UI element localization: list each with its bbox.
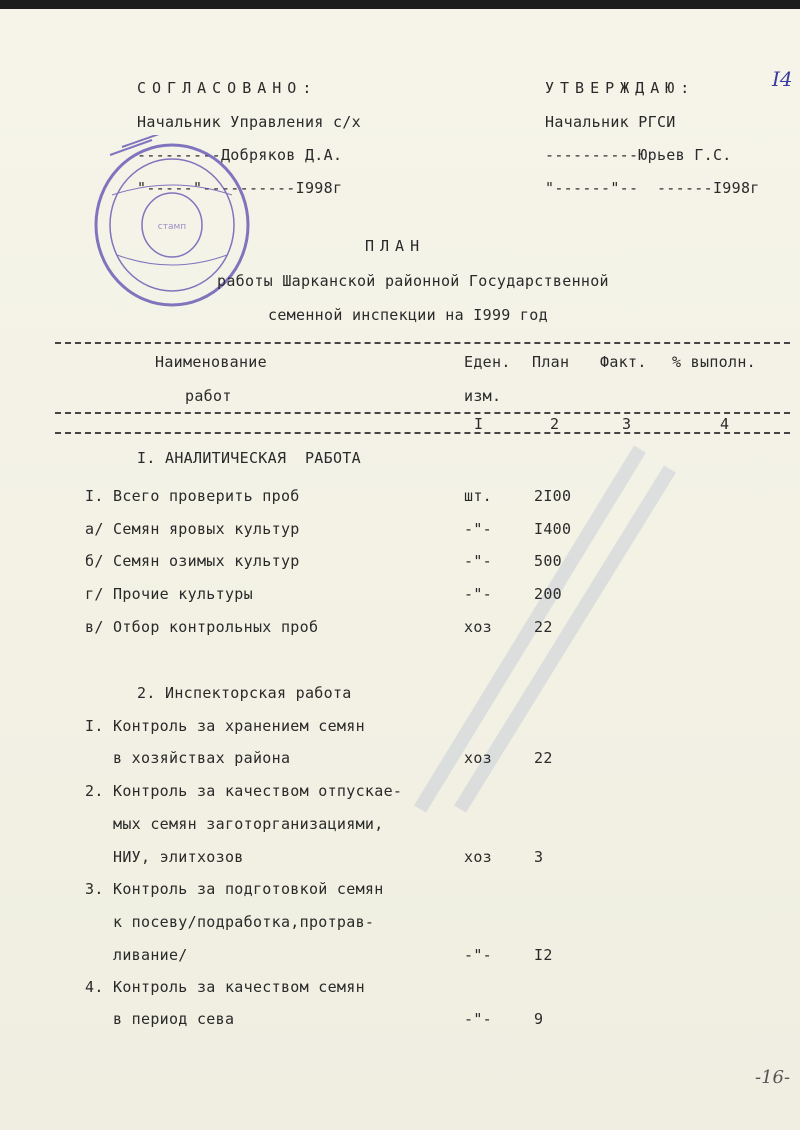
s2-row-line: в хозяйствах района <box>85 749 291 767</box>
header-name-line-1: Наименование <box>155 353 267 371</box>
s2-row-line: НИУ, элитхозов <box>85 848 244 866</box>
s1-row-label: а/ Семян яровых культур <box>85 520 300 538</box>
s1-row-plan: 500 <box>534 552 562 570</box>
approval-left-date: "-----"----------I998г <box>137 179 343 197</box>
approval-right-signature: ----------Юрьев Г.С. <box>545 146 732 164</box>
s1-row-label: I. Всего проверить проб <box>85 487 300 505</box>
approval-right-position: Начальник РГСИ <box>545 113 676 131</box>
col-number-4: 4 <box>720 415 730 433</box>
table-rule-top <box>55 342 790 344</box>
s2-row-plan: 22 <box>534 749 553 767</box>
s2-row-plan: I2 <box>534 946 553 964</box>
approval-left-signature: ---------Добряков Д.А. <box>137 146 343 164</box>
section-1-heading: I. АНАЛИТИЧЕСКАЯ РАБОТА <box>137 449 361 467</box>
header-unit-line-2: изм. <box>464 387 502 405</box>
corner-handwritten-mark: I4 <box>772 67 793 91</box>
s2-row-line: 4. Контроль за качеством семян <box>85 978 365 996</box>
s2-row-line: I. Контроль за хранением семян <box>85 717 365 735</box>
s2-row-unit: -"- <box>464 946 492 964</box>
header-percent: % выполн. <box>672 353 756 371</box>
s2-row-line: мых семян заготорганизациями, <box>85 815 384 833</box>
s1-row-plan: I400 <box>534 520 572 538</box>
s1-row-unit: шт. <box>464 487 492 505</box>
doc-subtitle-line-1: работы Шарканской районной Государственной <box>217 272 609 290</box>
s1-row-label: г/ Прочие культуры <box>85 585 253 603</box>
s2-row-line: к посеву/подработка,протрав- <box>85 913 375 931</box>
s2-row-unit: хоз <box>464 749 492 767</box>
header-plan: План <box>532 353 570 371</box>
s1-row-unit: -"- <box>464 520 492 538</box>
s2-row-unit: -"- <box>464 1010 492 1028</box>
document-page <box>0 9 800 1130</box>
col-number-1: I <box>474 415 484 433</box>
doc-subtitle-line-2: семенной инспекции на I999 год <box>268 306 548 324</box>
header-name-line-2: работ <box>185 387 232 405</box>
page-number: -16- <box>755 1067 791 1088</box>
s1-row-plan: 2I00 <box>534 487 572 505</box>
col-number-3: 3 <box>622 415 632 433</box>
s1-row-label: б/ Семян озимых культур <box>85 552 300 570</box>
approval-left-position: Начальник Управления с/х <box>137 113 361 131</box>
s1-row-plan: 22 <box>534 618 553 636</box>
s2-row-unit: хоз <box>464 848 492 866</box>
s2-row-plan: 9 <box>534 1010 544 1028</box>
seal-text: стамп <box>157 222 187 232</box>
scan-top-border <box>0 0 800 9</box>
s1-row-unit: хоз <box>464 618 492 636</box>
approval-right-date: "------"-- ------I998г <box>545 179 760 197</box>
s1-row-unit: -"- <box>464 585 492 603</box>
approval-left-title: СОГЛАСОВАНО: <box>137 79 318 97</box>
section-2-heading: 2. Инспекторская работа <box>137 684 352 702</box>
s2-row-line: 3. Контроль за подготовкой семян <box>85 880 384 898</box>
approval-right-title: УТВЕРЖДАЮ: <box>545 79 696 97</box>
s1-row-plan: 200 <box>534 585 562 603</box>
header-unit-line-1: Еден. <box>464 353 511 371</box>
s1-row-unit: -"- <box>464 552 492 570</box>
table-rule-mid <box>55 412 790 414</box>
header-fact: Факт. <box>600 353 647 371</box>
s2-row-line: 2. Контроль за качеством отпускае- <box>85 782 403 800</box>
table-rule-bottom <box>55 432 790 434</box>
watermark-stamp-icon <box>380 429 680 829</box>
s2-row-line: ливание/ <box>85 946 188 964</box>
s1-row-label: в/ Отбор контрольных проб <box>85 618 319 636</box>
s2-row-plan: 3 <box>534 848 544 866</box>
doc-title: ПЛАН <box>365 237 426 255</box>
col-number-2: 2 <box>550 415 560 433</box>
s2-row-line: в период сева <box>85 1010 235 1028</box>
